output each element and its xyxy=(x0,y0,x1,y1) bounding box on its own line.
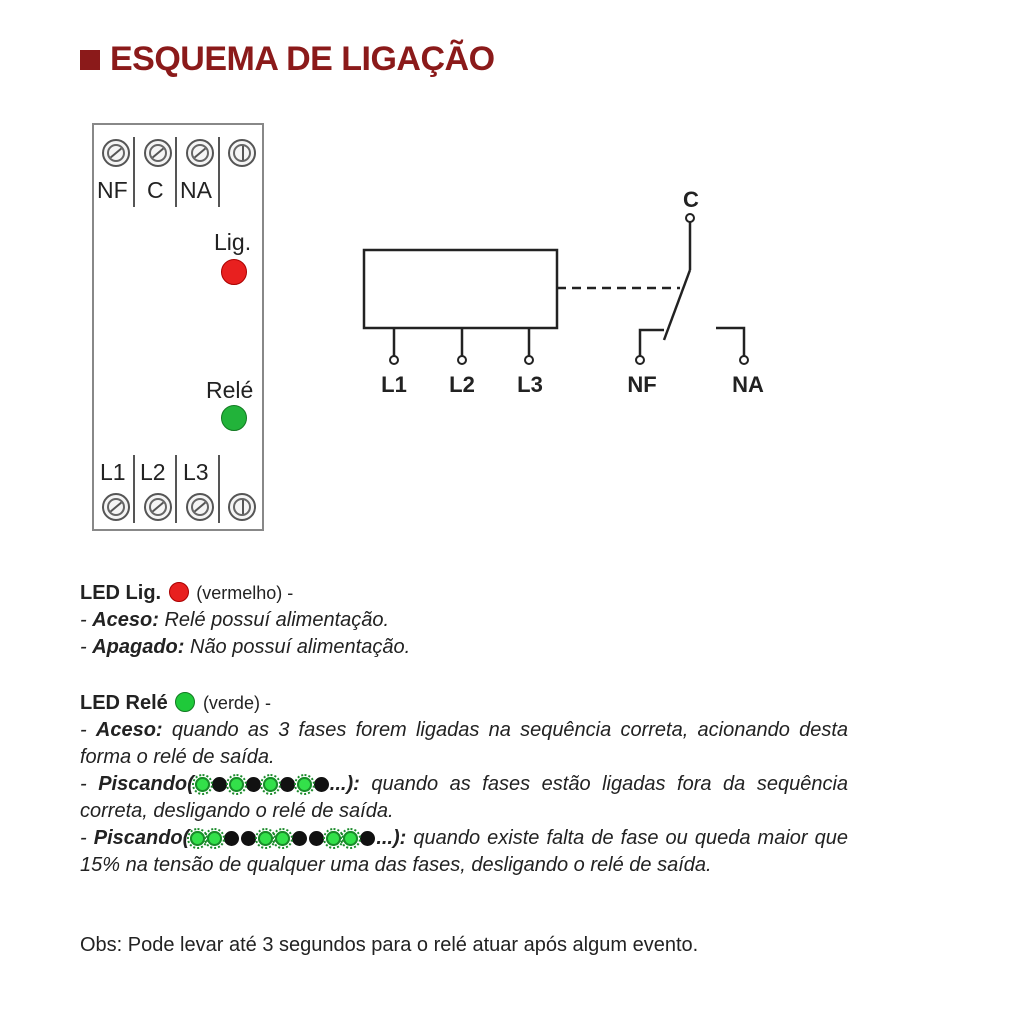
terminal-screw-icon xyxy=(186,493,214,521)
green-blink-dot-icon xyxy=(275,831,290,846)
led-rele-title: LED Relé xyxy=(80,692,168,714)
green-blink-dot-icon xyxy=(190,831,205,846)
lead-na xyxy=(716,328,744,356)
blink-pattern-sequence xyxy=(194,773,330,795)
node-l2 xyxy=(458,356,466,364)
green-led-icon xyxy=(175,692,195,712)
off-blink-dot-icon xyxy=(360,831,375,846)
terminal-label-c: C xyxy=(147,177,164,203)
node-l3 xyxy=(525,356,533,364)
led-lig-heading xyxy=(80,580,848,607)
green-blink-dot-icon xyxy=(207,831,222,846)
schematic-label-l3: L3 xyxy=(517,372,543,397)
green-blink-dot-icon xyxy=(263,777,278,792)
node-c xyxy=(686,214,694,222)
terminal-label-na: NA xyxy=(180,177,212,203)
terminal-divider xyxy=(218,455,220,523)
led-lig-label: Lig. xyxy=(214,229,252,255)
led-rele-aceso-line: - Aceso: quando as 3 fases forem ligadas na sequência correta, acionando desta forma o relé de saída. xyxy=(80,719,849,768)
led-lig-apagado-line: - Apagado: Não possuí alimentação. xyxy=(80,636,411,658)
terminal-screw-icon xyxy=(102,139,130,167)
led-rele-piscando-sequence-line: - Piscando( ...): quando as fases estão ligadas fora da sequência correta, desligando o relé de saída. xyxy=(80,773,849,822)
terminal-screw-icon xyxy=(144,139,172,167)
schematic-label-l1: L1 xyxy=(381,372,407,397)
led-lig-section xyxy=(80,580,848,661)
title-bullet-icon xyxy=(80,50,100,70)
state-label: Piscando( ...): xyxy=(93,827,407,849)
terminal-label-l2: L2 xyxy=(140,459,166,485)
green-blink-dot-icon xyxy=(258,831,273,846)
node-l1 xyxy=(390,356,398,364)
led-rele-color-word: (verde) - xyxy=(202,693,271,713)
terminal-divider xyxy=(133,137,135,207)
terminal-screw-icon xyxy=(186,139,214,167)
lead-nf xyxy=(640,330,664,356)
state-label: Aceso: xyxy=(92,609,159,631)
led-lig-aceso-line: - Aceso: Relé possuí alimentação. xyxy=(80,609,390,631)
red-led-icon xyxy=(169,582,189,602)
terminal-divider xyxy=(175,137,177,207)
led-rele-section xyxy=(80,690,848,879)
terminal-divider xyxy=(218,137,220,207)
led-rele-piscando-fault-line: - Piscando( ...): quando existe falta de fase ou queda maior que 15% na tensão de qualquer uma das fases, desligando o relé de saída. xyxy=(80,827,848,876)
terminal-screw-icon xyxy=(228,139,256,167)
node-nf xyxy=(636,356,644,364)
terminal-label-nf: NF xyxy=(97,177,128,203)
schematic-label-c: C xyxy=(683,187,699,212)
terminal-divider xyxy=(175,455,177,523)
schematic-label-l2: L2 xyxy=(449,372,475,397)
green-blink-dot-icon xyxy=(297,777,312,792)
green-blink-dot-icon xyxy=(326,831,341,846)
off-blink-dot-icon xyxy=(241,831,256,846)
off-blink-dot-icon xyxy=(212,777,227,792)
led-lig-indicator xyxy=(221,259,247,285)
green-blink-dot-icon xyxy=(195,777,210,792)
led-rele-indicator xyxy=(221,405,247,431)
led-lig-title: LED Lig. xyxy=(80,582,162,604)
terminal-label-l3: L3 xyxy=(183,459,209,485)
page-title: ESQUEMA DE LIGAÇÃO xyxy=(110,40,495,78)
terminal-divider xyxy=(133,455,135,523)
observation-note: Obs: Pode levar até 3 segundos para o relé atuar após algum evento. xyxy=(80,934,699,956)
state-label: Aceso: xyxy=(95,719,163,741)
terminal-label-l1: L1 xyxy=(100,459,126,485)
state-label: Apagado: xyxy=(92,636,185,658)
off-blink-dot-icon xyxy=(280,777,295,792)
schematic-label-na: NA xyxy=(732,372,764,397)
off-blink-dot-icon xyxy=(314,777,329,792)
green-blink-dot-icon xyxy=(343,831,358,846)
green-blink-dot-icon xyxy=(229,777,244,792)
off-blink-dot-icon xyxy=(224,831,239,846)
switch-blade xyxy=(664,270,690,340)
led-rele-heading xyxy=(80,690,848,717)
section-header xyxy=(80,40,495,79)
schematic-label-nf: NF xyxy=(627,372,657,397)
state-label: Piscando( ...): xyxy=(98,773,360,795)
terminal-screw-icon xyxy=(228,493,256,521)
blink-pattern-fault xyxy=(189,827,376,849)
off-blink-dot-icon xyxy=(246,777,261,792)
relay-coil-box xyxy=(364,250,557,328)
terminal-screw-icon xyxy=(102,493,130,521)
terminal-screw-icon xyxy=(144,493,172,521)
relay-device xyxy=(92,123,264,531)
off-blink-dot-icon xyxy=(309,831,324,846)
wiring-schematic xyxy=(350,180,800,410)
led-rele-label: Relé xyxy=(206,377,254,403)
off-blink-dot-icon xyxy=(292,831,307,846)
led-lig-color-word: (vermelho) - xyxy=(196,583,294,603)
node-na xyxy=(740,356,748,364)
